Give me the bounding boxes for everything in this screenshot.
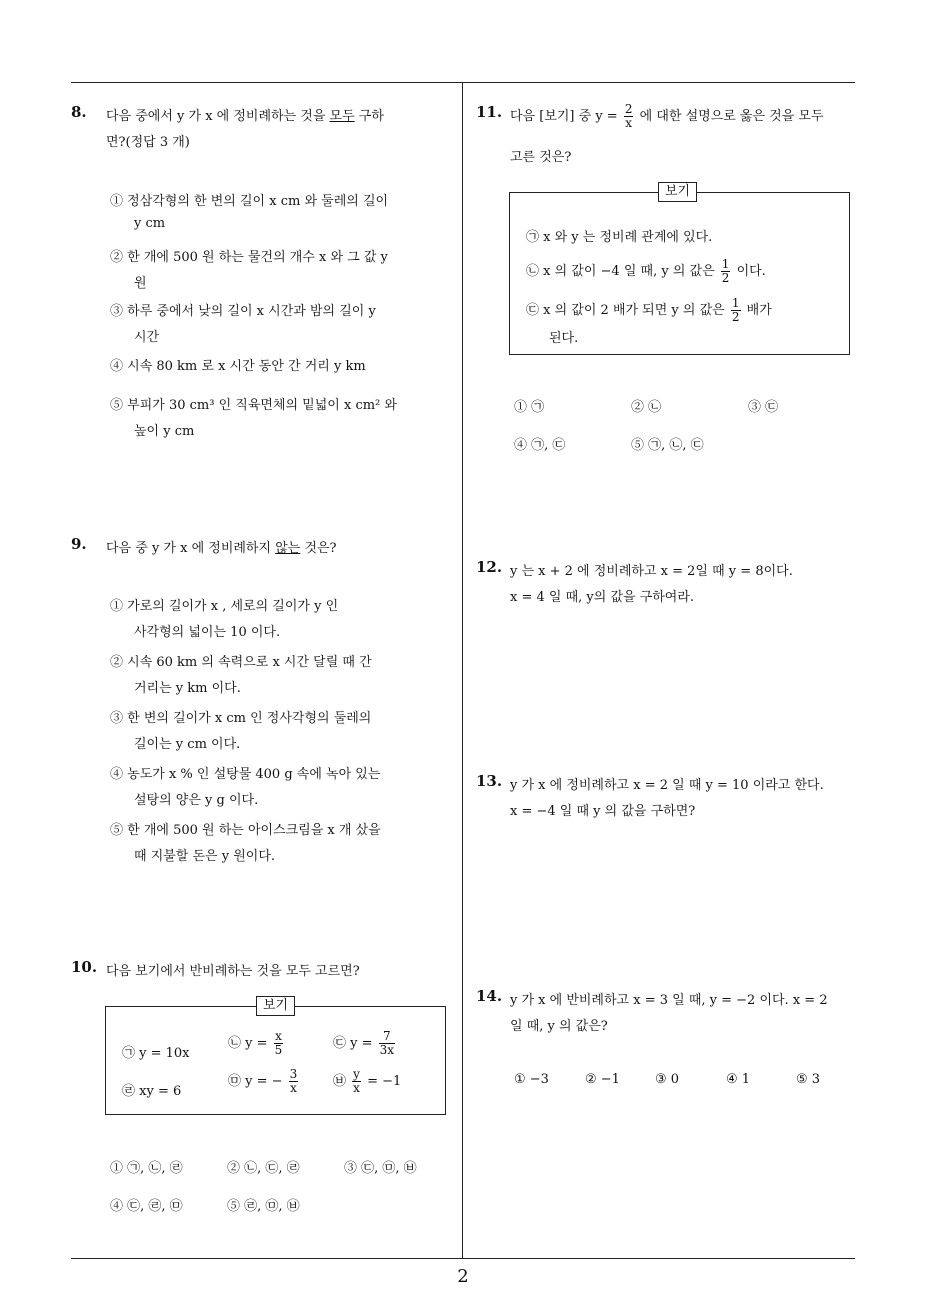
question-number: 12. xyxy=(476,558,503,576)
page-number: 2 xyxy=(457,1266,469,1287)
option-4-cont: 설탕의 양은 y g 이다. xyxy=(134,793,259,808)
option-3[interactable]: ③ 0 xyxy=(655,1072,680,1087)
option-3[interactable]: ③ ㉢ xyxy=(748,400,779,415)
option-5[interactable]: ⑤ 3 xyxy=(796,1072,821,1087)
question-stem: y 는 x + 2 에 정비례하고 x = 2일 때 y = 8이다. xyxy=(510,564,793,579)
question-stem: 다음 중에서 y 가 x 에 정비례하는 것을 모두 구하 xyxy=(106,109,384,124)
option-1-cont: y cm xyxy=(134,216,166,231)
fraction: $\frac{x}{5}$ xyxy=(274,1029,283,1057)
question-stem: y 가 x 에 반비례하고 x = 3 일 때, y = −2 이다. x = 2 xyxy=(510,993,828,1008)
example-statement-3-cont: 된다. xyxy=(549,331,579,346)
bottom-rule xyxy=(71,1258,855,1259)
option-5-cont: 때 지불할 돈은 y 원이다. xyxy=(134,849,276,864)
example-item-e: ㉤ y = − $\frac{3}{x}$ xyxy=(228,1067,298,1095)
option-4[interactable]: ④ ㉠, ㉢ xyxy=(514,438,566,453)
question-number: 13. xyxy=(476,772,503,790)
option-2[interactable]: ② 시속 60 km 의 속력으로 x 시간 달릴 때 간 xyxy=(110,655,372,670)
option-3[interactable]: ③ ㉢, ㉤, ㉥ xyxy=(344,1161,417,1176)
fraction: $\frac{2}{x}$ xyxy=(624,102,633,130)
question-stem: 다음 중 y 가 x 에 정비례하지 않는 것은? xyxy=(106,541,337,556)
option-5[interactable]: ⑤ 부피가 30 cm³ 인 직육면체의 밑넓이 x cm² 와 xyxy=(110,398,397,413)
question-stem-cont: 일 때, y 의 값은? xyxy=(510,1019,608,1034)
question-stem: 다음 보기에서 반비례하는 것을 모두 고르면? xyxy=(106,964,360,979)
example-box-label: 보기 xyxy=(658,182,697,202)
example-box-label: 보기 xyxy=(256,996,295,1016)
question-stem-cont: 고른 것은? xyxy=(510,150,572,165)
option-3-cont: 시간 xyxy=(134,330,160,345)
option-4[interactable]: ④ ㉢, ㉣, ㉤ xyxy=(110,1199,183,1214)
option-2[interactable]: ② ㉡ xyxy=(631,400,662,415)
question-stem: y 가 x 에 정비례하고 x = 2 일 때 y = 10 이라고 한다. xyxy=(510,778,824,793)
column-divider xyxy=(462,83,463,1259)
fraction: $\frac{7}{3x}$ xyxy=(379,1029,395,1057)
question-number: 10. xyxy=(71,958,98,976)
option-5[interactable]: ⑤ ㉣, ㉤, ㉥ xyxy=(227,1199,300,1214)
option-5-cont: 높이 y cm xyxy=(134,424,195,439)
option-3[interactable]: ③ 하루 중에서 낮의 길이 x 시간과 밤의 길이 y xyxy=(110,304,376,319)
fraction: $\frac{3}{x}$ xyxy=(289,1067,298,1095)
option-4[interactable]: ④ 1 xyxy=(726,1072,751,1087)
option-5[interactable]: ⑤ ㉠, ㉡, ㉢ xyxy=(631,438,704,453)
question-number: 8. xyxy=(71,103,87,121)
option-5[interactable]: ⑤ 한 개에 500 원 하는 아이스크림을 x 개 샀을 xyxy=(110,823,381,838)
option-3-cont: 길이는 y cm 이다. xyxy=(134,737,241,752)
example-statement-1: ㉠ x 와 y 는 정비례 관계에 있다. xyxy=(526,230,713,245)
example-statement-2: ㉡ x 의 값이 −4 일 때, y 의 값은 $\frac{1}{2}$ 이다. xyxy=(526,257,766,285)
example-statement-3: ㉢ x 의 값이 2 배가 되면 y 의 값은 $\frac{1}{2}$ 배가 xyxy=(526,296,772,324)
question-stem-cont: x = −4 일 때 y 의 값을 구하면? xyxy=(510,804,696,819)
question-stem: 다음 [보기] 중 y = $\frac{2}{x}$ 에 대한 설명으로 옳은 것을 모두 xyxy=(510,102,824,130)
example-item-f: ㉥ $\frac{y}{x}$ = −1 xyxy=(333,1067,402,1095)
option-1[interactable]: ① ㉠ xyxy=(514,400,545,415)
fraction: $\frac{1}{2}$ xyxy=(721,257,730,285)
option-1[interactable]: ① 가로의 길이가 x , 세로의 길이가 y 인 xyxy=(110,599,339,614)
option-2-cont: 원 xyxy=(134,276,147,291)
option-4[interactable]: ④ 농도가 x % 인 설탕물 400 g 속에 녹아 있는 xyxy=(110,767,381,782)
top-rule xyxy=(71,82,855,83)
option-2-cont: 거리는 y km 이다. xyxy=(134,681,241,696)
option-2[interactable]: ② ㉡, ㉢, ㉣ xyxy=(227,1161,300,1176)
example-item-c: ㉢ y = $\frac{7}{3x}$ xyxy=(333,1029,395,1057)
question-number: 9. xyxy=(71,535,87,553)
option-2[interactable]: ② 한 개에 500 원 하는 물건의 개수 x 와 그 값 y xyxy=(110,250,388,265)
fraction: $\frac{y}{x}$ xyxy=(353,1067,360,1095)
question-number: 11. xyxy=(476,103,503,121)
option-4[interactable]: ④ 시속 80 km 로 x 시간 동안 간 거리 y km xyxy=(110,359,366,374)
fraction: $\frac{1}{2}$ xyxy=(731,296,740,324)
example-item-a: ㉠ y = 10x xyxy=(122,1046,190,1061)
example-item-d: ㉣ xy = 6 xyxy=(122,1084,182,1099)
option-3[interactable]: ③ 한 변의 길이가 x cm 인 정사각형의 둘레의 xyxy=(110,711,372,726)
question-number: 14. xyxy=(476,987,503,1005)
option-2[interactable]: ② −1 xyxy=(585,1072,620,1087)
question-stem-cont: 면?(정답 3 개) xyxy=(106,135,190,150)
option-1[interactable]: ① −3 xyxy=(514,1072,549,1087)
question-stem-cont: x = 4 일 때, y의 값을 구하여라. xyxy=(510,590,695,605)
example-item-b: ㉡ y = $\frac{x}{5}$ xyxy=(228,1029,283,1057)
option-1[interactable]: ① 정삼각형의 한 변의 길이 x cm 와 둘레의 길이 xyxy=(110,194,389,209)
option-1-cont: 사각형의 넓이는 10 이다. xyxy=(134,625,281,640)
option-1[interactable]: ① ㉠, ㉡, ㉣ xyxy=(110,1161,183,1176)
